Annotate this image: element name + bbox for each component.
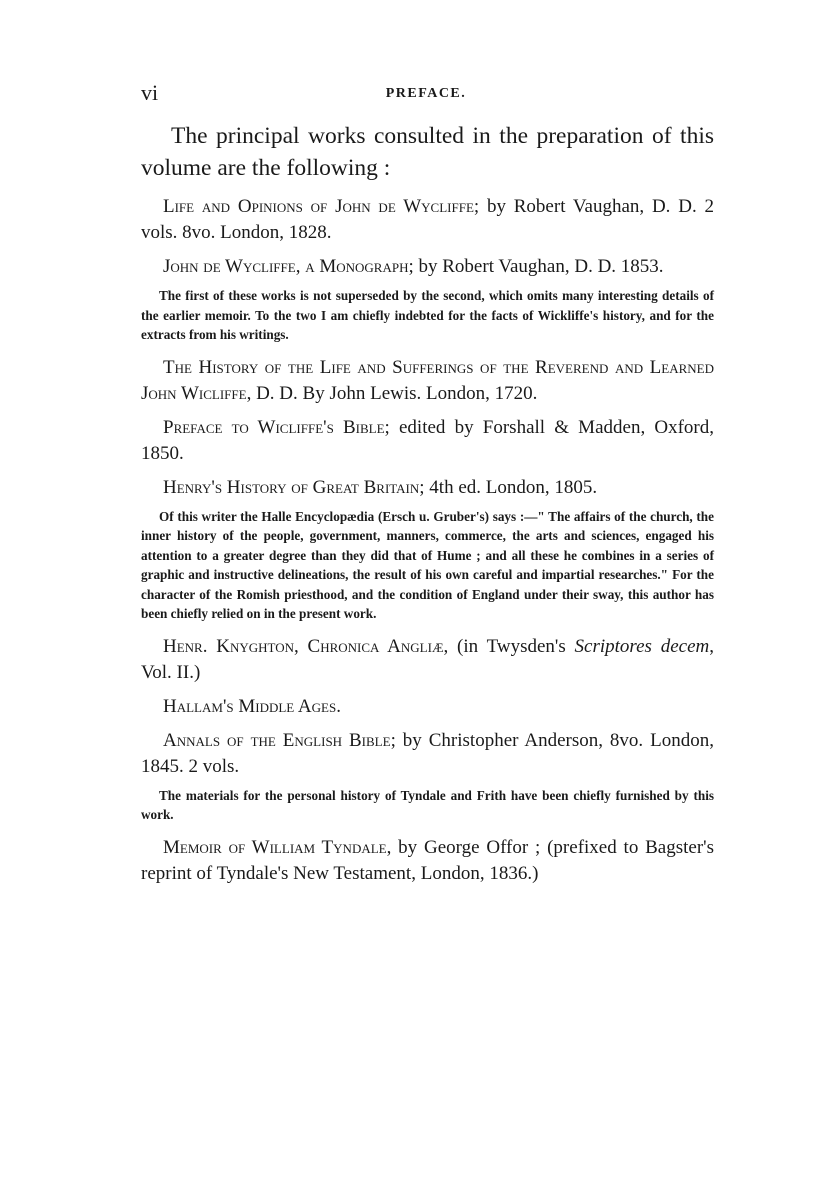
bibliography-entry [141,475,714,501]
annotation-note: The materials for the personal history of Tyndale and Frith have been chiefly furnished by this work. [141,787,714,822]
entry-details: , (in Twysden's [443,635,575,657]
entry-title: Hallam's Middle Ages [163,695,337,717]
entry-title: Henr. Knyghton, Chronica Angliæ [163,635,444,657]
entry-title: Preface to Wicliffe's Bible [163,416,385,438]
page-body [141,120,714,895]
bibliography-entry [141,634,714,686]
page-header [141,80,711,104]
entry-details: , Vol. II.) [141,635,714,683]
bibliography-entry [141,835,714,887]
entry-title: The History of the Life and Sufferings of the Reverend and Learned John Wicliffe [141,356,714,404]
entry-title: Memoir of William Tyndale [163,836,387,858]
page-number: vi [141,80,159,105]
entry-title: Life and Opinions of John de Wycliffe [163,196,474,217]
entry-title: Annals of the English Bible [163,729,391,751]
bibliography-entry [141,355,714,407]
entry-italic-title: Scriptores decem [574,635,710,657]
intro-paragraph: The principal works consulted in the preparation of this volume are the following : [141,123,714,181]
entry-title: John de Wycliffe, a Monograph [163,256,409,277]
bibliography-entry [141,194,714,246]
entry-details: , D. D. By John Lewis. London, 1720. [246,382,538,404]
entry-details: ; by Robert Vaughan, D. D. 1853. [408,256,664,277]
bibliography-entry [141,254,714,280]
annotation-note: Of this writer the Halle Encyclopædia (Ersch u. Gruber's) says :—" The affairs of the church, the inner history of the people, government, manners, commerce, the arts and sciences, engaged his attention to a greater degree than they did that of Hume ; and all these he combines in a series of graphic and instructive delineations, the result of his own careful and impartial researches." For the character of the Romish priesthood, and the condition of England under their sway, this author has been chiefly relied on in the present work. [141,508,714,621]
entry-details: , by George Offor ; (prefixed to Bagster's reprint of Tyndale's New Testament, London, 1836.) [141,836,714,884]
entry-details: ; by Robert Vaughan, D. D. 2 vols. 8vo. London, 1828. [141,196,714,243]
entry-details: . [336,695,341,717]
bibliography-entry [141,694,714,720]
annotation-note: The first of these works is not superseded by the second, which omits many interesting details of the earlier memoir. To the two I am chiefly indebted for the facts of Wickliffe's history, and for the extracts from his writings. [141,288,714,342]
entry-details: ; edited by Forshall & Madden, Oxford, 1850. [141,416,714,464]
running-head: PREFACE. [385,86,467,101]
bibliography-entry [141,728,714,780]
entry-title: Henry's History of Great Britain [163,476,420,498]
entry-details: ; 4th ed. London, 1805. [419,476,598,498]
bibliography-entry [141,415,714,467]
entry-details: ; by Christopher Anderson, 8vo. London, 1845. 2 vols. [141,729,714,777]
